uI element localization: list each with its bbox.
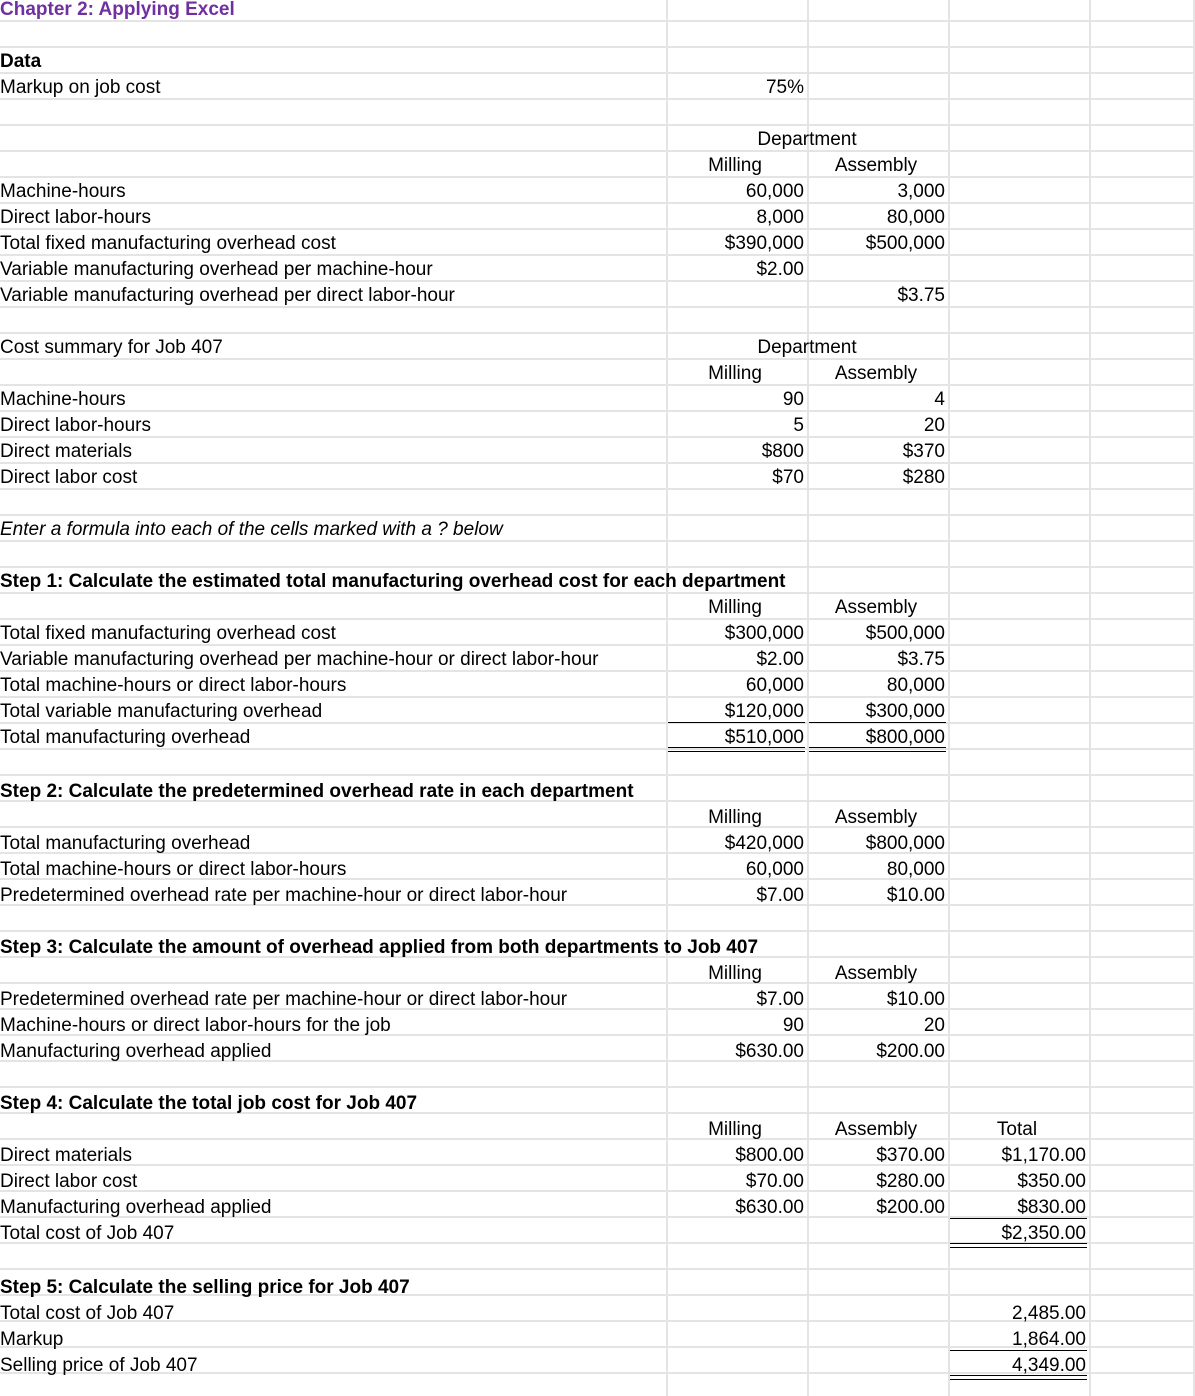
row-divider (0, 410, 1195, 412)
assembly-value[interactable]: $370 (902, 441, 945, 462)
milling-value[interactable]: $390,000 (724, 233, 804, 254)
row-divider (0, 124, 1195, 126)
department-header[interactable]: Department (757, 337, 857, 358)
assembly-value[interactable]: $3.75 (897, 649, 945, 670)
assembly-header[interactable]: Assembly (834, 363, 918, 384)
row-label[interactable]: Manufacturing overhead applied (0, 1041, 272, 1062)
row-divider (0, 930, 1195, 932)
row-divider (0, 566, 1195, 568)
assembly-header[interactable]: Assembly (834, 963, 918, 984)
row-divider (0, 826, 1195, 828)
milling-value[interactable]: 60,000 (745, 675, 804, 696)
assembly-value[interactable]: 20 (923, 1015, 945, 1036)
assembly-value[interactable]: $10.00 (886, 885, 945, 906)
milling-value[interactable]: $70 (772, 467, 804, 488)
milling-value[interactable] (666, 283, 804, 309)
cost-summary-heading[interactable]: Cost summary for Job 407 (0, 337, 223, 358)
milling-total-value[interactable]: $510,000 (724, 727, 804, 748)
milling-value[interactable]: 5 (793, 415, 804, 436)
row-label[interactable]: Total cost of Job 407 (0, 1303, 175, 1324)
milling-value[interactable]: 90 (782, 1015, 804, 1036)
double-underline (950, 1375, 1087, 1380)
selling-price-value[interactable]: 4,349.00 (1012, 1355, 1086, 1376)
milling-header[interactable]: Milling (708, 155, 762, 176)
row-label[interactable]: Total cost of Job 407 (0, 1223, 175, 1244)
sum-underline (668, 722, 805, 723)
row-label[interactable]: Direct labor-hours (0, 415, 151, 436)
milling-value[interactable]: $420,000 (724, 833, 804, 854)
milling-header[interactable]: Milling (708, 363, 762, 384)
job-total-value[interactable]: $2,350.00 (1001, 1223, 1086, 1244)
assembly-value[interactable]: $370.00 (876, 1145, 945, 1166)
milling-value[interactable]: $2.00 (756, 259, 804, 280)
markup-label[interactable]: Markup on job cost (0, 77, 161, 98)
assembly-value[interactable]: 80,000 (886, 207, 945, 228)
milling-header[interactable]: Milling (708, 963, 762, 984)
instruction-text[interactable]: Enter a formula into each of the cells marked with a ? below (0, 519, 503, 540)
milling-value[interactable]: $7.00 (756, 885, 804, 906)
row-label[interactable]: Machine-hours (0, 181, 126, 202)
row-divider (0, 98, 1195, 100)
row-label[interactable]: Total machine-hours or direct labor-hours (0, 859, 347, 880)
row-divider (0, 1086, 1195, 1088)
row-label[interactable]: Direct materials (0, 1145, 132, 1166)
total-value[interactable]: $350.00 (1017, 1171, 1086, 1192)
row-label[interactable]: Variable manufacturing overhead per machine-hour (0, 259, 433, 280)
assembly-value[interactable] (807, 257, 945, 283)
milling-header[interactable]: Milling (708, 1119, 762, 1140)
row-label[interactable]: Predetermined overhead rate per machine-hour or direct labor-hour (0, 885, 568, 906)
row-divider (0, 176, 1195, 178)
row-divider (0, 72, 1195, 74)
row-divider (0, 46, 1195, 48)
milling-value[interactable]: $70.00 (745, 1171, 804, 1192)
milling-value[interactable]: 60,000 (745, 181, 804, 202)
assembly-value[interactable]: $280.00 (876, 1171, 945, 1192)
row-label[interactable]: Selling price of Job 407 (0, 1355, 198, 1376)
row-label[interactable]: Direct materials (0, 441, 132, 462)
assembly-value[interactable]: $200.00 (876, 1041, 945, 1062)
sum-underline (809, 722, 946, 723)
assembly-value[interactable]: 80,000 (886, 675, 945, 696)
assembly-value[interactable] (807, 1221, 945, 1247)
step2-heading[interactable]: Step 2: Calculate the predetermined overhead rate in each department (0, 781, 634, 802)
assembly-value[interactable]: $800,000 (865, 833, 945, 854)
assembly-header[interactable]: Assembly (834, 155, 918, 176)
assembly-total-value[interactable]: $800,000 (865, 727, 945, 748)
column-divider (1089, 0, 1091, 1396)
row-label[interactable]: Total manufacturing overhead (0, 833, 251, 854)
step1-heading[interactable]: Step 1: Calculate the estimated total manufacturing overhead cost for each department (0, 571, 786, 592)
milling-value[interactable]: 90 (782, 389, 804, 410)
assembly-value[interactable]: 80,000 (886, 859, 945, 880)
milling-value[interactable] (666, 1221, 804, 1247)
row-label[interactable]: Total manufacturing overhead (0, 727, 251, 748)
assembly-value[interactable]: $500,000 (865, 233, 945, 254)
row-divider (0, 384, 1195, 386)
row-divider (0, 488, 1195, 490)
sum-underline (950, 1350, 1087, 1351)
row-label[interactable]: Variable manufacturing overhead per machine-hour or direct labor-hour (0, 649, 599, 670)
assembly-value[interactable]: 3,000 (897, 181, 945, 202)
row-label[interactable]: Total machine-hours or direct labor-hours (0, 675, 347, 696)
milling-value[interactable]: 60,000 (745, 859, 804, 880)
row-divider (0, 1268, 1195, 1270)
row-divider (0, 774, 1195, 776)
row-label[interactable]: Total fixed manufacturing overhead cost (0, 233, 336, 254)
double-underline (809, 747, 946, 752)
row-label[interactable]: Predetermined overhead rate per machine-hour or direct labor-hour (0, 989, 568, 1010)
assembly-header[interactable]: Assembly (834, 807, 918, 828)
row-label[interactable]: Direct labor cost (0, 1171, 138, 1192)
total-value[interactable]: $1,170.00 (1001, 1145, 1086, 1166)
row-label[interactable]: Machine-hours (0, 389, 126, 410)
assembly-value[interactable]: $280 (902, 467, 945, 488)
row-divider (0, 982, 1195, 984)
row-divider (0, 514, 1195, 516)
assembly-value[interactable]: $500,000 (865, 623, 945, 644)
data-heading[interactable]: Data (0, 51, 42, 72)
department-header[interactable]: Department (757, 129, 857, 150)
row-divider (0, 202, 1195, 204)
row-label[interactable]: Markup (0, 1329, 64, 1350)
milling-value[interactable]: $120,000 (724, 701, 804, 722)
total-header[interactable]: Total (996, 1119, 1038, 1140)
step4-heading[interactable]: Step 4: Calculate the total job cost for Job 407 (0, 1093, 418, 1114)
milling-header[interactable]: Milling (708, 597, 762, 618)
row-label[interactable]: Machine-hours or direct labor-hours for the job (0, 1015, 391, 1036)
milling-value[interactable]: $630.00 (735, 1041, 804, 1062)
assembly-value[interactable]: $300,000 (865, 701, 945, 722)
row-divider (0, 436, 1195, 438)
milling-header[interactable]: Milling (708, 807, 762, 828)
assembly-value[interactable]: $200.00 (876, 1197, 945, 1218)
markup-value[interactable]: 75% (765, 77, 804, 98)
row-label[interactable]: Direct labor cost (0, 467, 138, 488)
milling-value[interactable]: $2.00 (756, 649, 804, 670)
row-label[interactable]: Manufacturing overhead applied (0, 1197, 272, 1218)
double-underline (950, 1243, 1087, 1248)
row-label[interactable]: Total fixed manufacturing overhead cost (0, 623, 336, 644)
milling-value[interactable]: $800.00 (735, 1145, 804, 1166)
step3-heading[interactable]: Step 3: Calculate the amount of overhead applied from both departments to Job 407 (0, 937, 759, 958)
assembly-value[interactable]: $3.75 (897, 285, 945, 306)
row-label[interactable]: Variable manufacturing overhead per direct labor-hour (0, 285, 455, 306)
double-underline (668, 747, 805, 752)
row-divider (0, 332, 1195, 334)
assembly-value[interactable]: $10.00 (886, 989, 945, 1010)
milling-value[interactable]: $7.00 (756, 989, 804, 1010)
total-value[interactable]: 1,864.00 (1012, 1329, 1086, 1350)
row-divider (0, 150, 1195, 152)
step5-heading[interactable]: Step 5: Calculate the selling price for Job 407 (0, 1277, 410, 1298)
total-value[interactable]: $830.00 (1017, 1197, 1086, 1218)
total-value[interactable]: 2,485.00 (1012, 1303, 1086, 1324)
sum-underline (950, 1218, 1087, 1219)
milling-value[interactable]: $630.00 (735, 1197, 804, 1218)
milling-value[interactable]: $300,000 (724, 623, 804, 644)
assembly-value[interactable]: 4 (934, 389, 945, 410)
row-divider (0, 618, 1195, 620)
sheet-title[interactable]: Chapter 2: Applying Excel (0, 0, 235, 20)
row-divider (0, 462, 1195, 464)
row-divider (0, 228, 1195, 230)
row-label[interactable]: Direct labor-hours (0, 207, 151, 228)
assembly-value[interactable]: 20 (923, 415, 945, 436)
assembly-header[interactable]: Assembly (834, 597, 918, 618)
milling-value[interactable]: $800 (761, 441, 804, 462)
row-label[interactable]: Total variable manufacturing overhead (0, 701, 323, 722)
milling-value[interactable]: 8,000 (756, 207, 804, 228)
assembly-header[interactable]: Assembly (834, 1119, 918, 1140)
